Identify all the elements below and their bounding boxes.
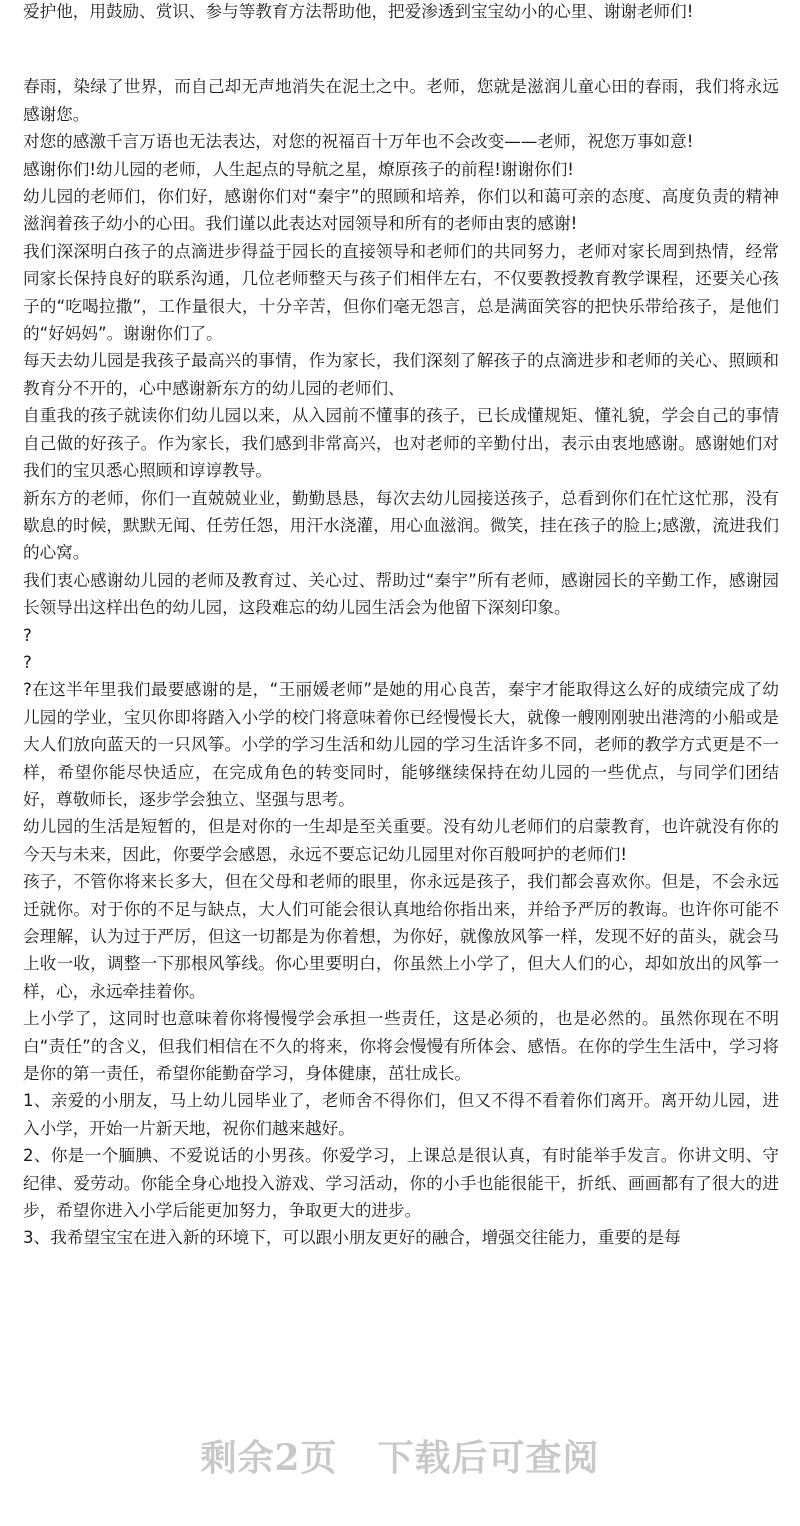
paragraph: 对您的感激千言万语也无法表达，对您的祝福百十万年也不会改变——老师，祝您万事如意! <box>23 132 694 152</box>
intro-tail-paragraph: 爱护他，用鼓励、赏识、参与等教育方法帮助他，把爱渗透到宝宝幼小的心里、谢谢老师们! <box>23 2 694 21</box>
paragraph: 每天去幼儿园是我孩子最高兴的事情，作为家长，我们深刻了解孩子的点滴进步和老师的关心、照顾和教育分不开的，心中感谢新东方的幼儿园的老师们、 <box>23 351 779 398</box>
paragraph: 新东方的老师，你们一直兢兢业业，勤勤恳恳，每次去幼儿园接送孩子，总看到你们在忙这忙那，没有歇息的时候，默默无闻、任劳任怨，用汗水浇灌，用心血滋润。微笑，挂在孩子的脸上;感激，流进我们的心窝。 <box>23 488 779 563</box>
download-banner[interactable] <box>0 1420 800 1490</box>
paragraph: 3、我希望宝宝在进入新的环境下，可以跟小朋友更好的融合，增强交往能力，重要的是每 <box>23 1228 681 1248</box>
paragraph: 春雨，染绿了世界，而自己却无声地消失在泥土之中。老师，您就是滋润儿童心田的春雨，我们将永远感谢您。 <box>23 77 779 124</box>
paragraph: ? <box>23 625 32 645</box>
paragraph: 幼儿园的生活是短暂的，但是对你的一生却是至关重要。没有幼儿老师们的启蒙教育，也许就没有你的今天与未来，因此，你要学会感恩，永远不要忘记幼儿园里对你百般呵护的老师们! <box>23 817 779 864</box>
paragraph: 1、亲爱的小朋友，马上幼儿园毕业了，老师舍不得你们，但又不得不看着你们离开。离开幼儿园，进入小学，开始一片新天地，祝你们越来越好。 <box>23 1091 779 1138</box>
paragraph: ?在这半年里我们最要感谢的是，“王丽媛老师”是她的用心良苦，秦宇才能取得这么好的成绩完成了幼儿园的学业，宝贝你即将踏入小学的校门将意味着你已经慢慢长大，就像一艘刚刚驶出港湾的小船或是大人们放向蓝天的一只风筝。小学的学习生活和幼儿园的学习生活许多不同，老师的教学方式更是不一样，希望你能尽快适应，在完成角色的转变同时，能够继续保持在幼儿园的一些优点，与同学们团结好，尊敬师长，逐步学会独立、坚强与思考。 <box>23 680 779 809</box>
paragraph: 感谢你们!幼儿园的老师，人生起点的导航之星，燎原孩子的前程!谢谢你们! <box>23 159 574 179</box>
paragraph: 我们深深明白孩子的点滴进步得益于园长的直接领导和老师们的共同努力，老师对家长周到热情，经常同家长保持良好的联系沟通，几位老师整天与孩子们相伴左右，不仅要教授教育教学课程，还要关心孩子的“吃喝拉撒”，工作量很大，十分辛苦，但你们毫无怨言，总是满面笑容的把快乐带给孩子，是他们的“好妈妈”。谢谢你们了。 <box>23 241 779 344</box>
download-to-view-label[interactable]: 下载后可查阅 <box>377 1436 600 1479</box>
paragraph-gap <box>23 25 779 73</box>
paragraph: 幼儿园的老师们，你们好，感谢你们对“秦宇”的照顾和培养，你们以和蔼可亲的态度、高度负责的精神滋润着孩子幼小的心田。我们谨以此表达对园领导和所有的老师由衷的感谢! <box>23 187 779 234</box>
paragraph: ? <box>23 652 32 672</box>
document-body <box>23 0 779 1252</box>
paragraph: 我们衷心感谢幼儿园的老师及教育过、关心过、帮助过“秦宇”所有老师，感谢园长的辛勤工作，感谢园长领导出这样出色的幼儿园，这段难忘的幼儿园生活会为他留下深刻印象。 <box>23 570 779 618</box>
paragraph: 上小学了，这同时也意味着你将慢慢学会承担一些责任，这是必须的，也是必然的。虽然你现在不明白“责任”的含义，但我们相信在不久的将来，你将会慢慢有所体会、感悟。在你的学生生活中，学习将是你的第一责任，希望你能勤奋学习，身体健康，茁壮成长。 <box>23 1009 779 1084</box>
paragraph: 2、你是一个腼腆、不爱说话的小男孩。你爱学习，上课总是很认真，有时能举手发言。你讲文明、守纪律、爱劳动。你能全身心地投入游戏、学习活动，你的小手也能很能干，折纸、画画都有了很大的进步，希望你进入小学后能更加努力，争取更大的进步。 <box>23 1146 779 1221</box>
remaining-pages-label[interactable]: 剩余2页 <box>200 1436 338 1479</box>
paragraph: 自重我的孩子就读你们幼儿园以来，从入园前不懂事的孩子，已长成懂规矩、懂礼貌，学会自己的事情自己做的好孩子。作为家长，我们感到非常高兴，也对老师的辛勤付出，表示由衷地感谢。感谢她们对我们的宝贝悉心照顾和谆谆教导。 <box>23 406 779 481</box>
paragraph: 孩子，不管你将来长多大，但在父母和老师的眼里，你永远是孩子，我们都会喜欢你。但是，不会永远迁就你。对于你的不足与缺点，大人们可能会很认真地给你指出来，并给予严厉的教诲。也许你可能不会理解，认为过于严厉，但这一切都是为你着想，为你好，就像放风筝一样，发现不好的苗头，就会马上收一收，调整一下那根风筝线。你心里要明白，你虽然上小学了，但大人们的心，却如放出的风筝一样，心，永远牵挂着你。 <box>23 872 779 1001</box>
body-paragraphs <box>23 73 779 1251</box>
